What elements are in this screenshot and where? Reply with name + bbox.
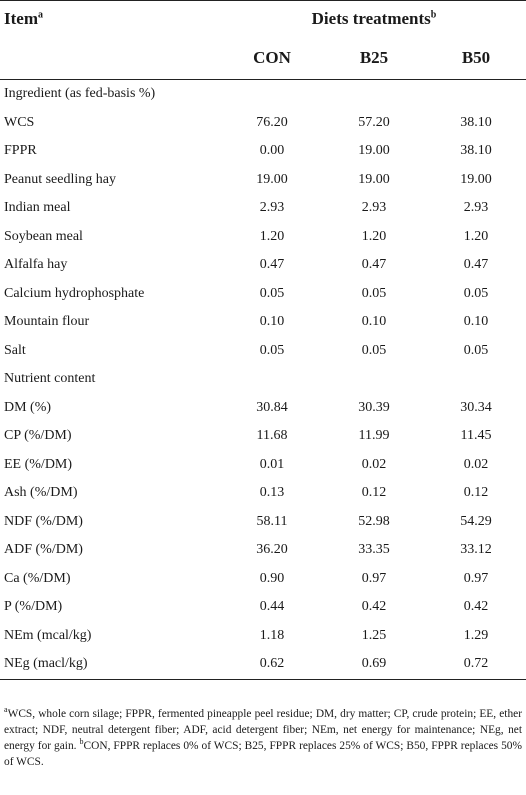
table-row [0, 508, 526, 537]
cell-value-b25: 0.69 [361, 656, 387, 672]
cell-value-con: 0.62 [259, 656, 285, 672]
cell-value-b50: 38.10 [460, 114, 492, 130]
table-row [0, 394, 526, 423]
cell-value-b25: 57.20 [358, 114, 390, 130]
treatment-header-con: CON [253, 48, 291, 67]
row-label: CP (%/DM) [4, 428, 72, 444]
cell-value-con: 0.47 [259, 257, 285, 273]
table-row [0, 622, 526, 651]
cell-value-con: 58.11 [256, 513, 288, 529]
table-row [0, 80, 526, 109]
cell-value-b25: 0.05 [361, 285, 387, 301]
row-label: Ash (%/DM) [4, 485, 78, 501]
cell-value-con: 76.20 [256, 114, 288, 130]
row-label: Alfalfa hay [4, 257, 68, 273]
footnote-a-mark: a [4, 705, 8, 715]
treatment-header-b50: B50 [461, 48, 491, 67]
row-label: FPPR [4, 143, 37, 159]
cell-value-b25: 19.00 [358, 171, 390, 187]
table-row [0, 565, 526, 594]
table-row [0, 337, 526, 366]
cell-value-con [222, 365, 322, 394]
table-row [0, 593, 526, 622]
cell-value-con: 0.13 [259, 485, 285, 501]
cell-value-b50: 0.10 [463, 314, 489, 330]
cell-value-b50: 38.10 [460, 143, 492, 159]
cell-value-con: 0.10 [259, 314, 285, 330]
footnote-a-text: WCS, whole corn silage; FPPR, fermented pineapple peel residue; DM, dry matter; CP, crude protein; EE, ether extract; NDF, neutral detergent fiber; ADF, acid detergent fiber; NEm, net energy for maintenance; NEg, net energy for gain. [4, 708, 522, 752]
diet-treatments-footnote-mark: b [430, 9, 437, 21]
table-row [0, 223, 526, 252]
row-label: WCS [4, 114, 35, 130]
cell-value-b50: 54.29 [460, 513, 492, 529]
table-row [0, 166, 526, 195]
cell-value-b25: 19.00 [358, 143, 390, 159]
cell-value-b25: 33.35 [358, 542, 390, 558]
diet-treatments-label: Diets treatments [311, 9, 431, 28]
cell-value-b25: 2.93 [361, 200, 387, 216]
table-row [0, 536, 526, 565]
cell-value-b25: 0.12 [361, 485, 387, 501]
cell-value-b25: 30.39 [358, 399, 390, 415]
cell-value-b25: 0.97 [361, 570, 387, 586]
footnote-b-text: CON, FPPR replaces 0% of WCS; B25, FPPR replaces 25% of WCS; B50, FPPR replaces 50% of WCS. [4, 740, 522, 768]
row-label: Ca (%/DM) [4, 570, 71, 586]
cell-value-b50: 0.02 [463, 456, 489, 472]
row-label: EE (%/DM) [4, 456, 73, 472]
cell-value-b50: 0.47 [463, 257, 489, 273]
cell-value-b50: 1.20 [463, 228, 489, 244]
row-label: P (%/DM) [4, 599, 63, 615]
diet-treatments-group-header [222, 1, 526, 38]
cell-value-con: 0.05 [259, 342, 285, 358]
row-label: NEg (macl/kg) [4, 656, 88, 672]
cell-value-con: 0.00 [259, 143, 285, 159]
table-row [0, 650, 526, 679]
cell-value-b50: 30.34 [460, 399, 492, 415]
cell-value-b25: 52.98 [358, 513, 390, 529]
cell-value-con: 0.01 [259, 456, 285, 472]
cell-value-b50: 0.72 [463, 656, 489, 672]
row-label: DM (%) [4, 399, 52, 415]
cell-value-con: 30.84 [256, 399, 288, 415]
row-label: Mountain flour [4, 314, 90, 330]
row-label: Peanut seedling hay [4, 171, 116, 187]
row-label: Ingredient (as fed-basis %) [4, 86, 156, 102]
row-label: ADF (%/DM) [4, 542, 83, 558]
row-label: Nutrient content [4, 371, 96, 387]
row-label: NEm (mcal/kg) [4, 627, 92, 643]
cell-value-con: 1.18 [259, 627, 285, 643]
item-header-footnote-mark: a [37, 9, 43, 21]
cell-value-b50: 0.97 [463, 570, 489, 586]
row-label: Calcium hydrophosphate [4, 285, 145, 301]
cell-value-con: 36.20 [256, 542, 288, 558]
cell-value-b50: 0.05 [463, 285, 489, 301]
cell-value-b25: 11.99 [358, 428, 390, 444]
cell-value-b25: 1.20 [361, 228, 387, 244]
cell-value-b25 [322, 80, 426, 109]
treatment-header-b25: B25 [359, 48, 389, 67]
item-header-spacer [0, 37, 222, 80]
cell-value-b50: 1.29 [463, 627, 489, 643]
table-row [0, 137, 526, 166]
table-row [0, 451, 526, 480]
cell-value-b50: 11.45 [460, 428, 492, 444]
cell-value-con [222, 80, 322, 109]
table-row [0, 194, 526, 223]
cell-value-b50: 19.00 [460, 171, 492, 187]
table-row [0, 365, 526, 394]
table-row [0, 308, 526, 337]
cell-value-b50: 2.93 [463, 200, 489, 216]
table-row [0, 251, 526, 280]
cell-value-con: 1.20 [259, 228, 285, 244]
table-row [0, 479, 526, 508]
cell-value-b25 [322, 365, 426, 394]
cell-value-con: 2.93 [259, 200, 285, 216]
cell-value-b25: 1.25 [361, 627, 387, 643]
table-row [0, 109, 526, 138]
table-body [0, 80, 526, 680]
row-label: Indian meal [4, 200, 71, 216]
row-label: NDF (%/DM) [4, 513, 83, 529]
cell-value-b50: 0.42 [463, 599, 489, 615]
cell-value-con: 19.00 [256, 171, 288, 187]
item-column-header [0, 1, 222, 38]
cell-value-b50 [426, 80, 526, 109]
item-header-label: Item [4, 9, 38, 28]
table-footnote [4, 706, 522, 770]
cell-value-con: 0.90 [259, 570, 285, 586]
cell-value-b25: 0.42 [361, 599, 387, 615]
cell-value-con: 11.68 [256, 428, 288, 444]
table-row [0, 422, 526, 451]
cell-value-b25: 0.02 [361, 456, 387, 472]
cell-value-b50: 0.05 [463, 342, 489, 358]
cell-value-b25: 0.05 [361, 342, 387, 358]
cell-value-b50: 33.12 [460, 542, 492, 558]
cell-value-b25: 0.10 [361, 314, 387, 330]
table-row [0, 280, 526, 309]
row-label: Soybean meal [4, 228, 83, 244]
footnote-b-mark: b [79, 737, 84, 747]
cell-value-b50 [426, 365, 526, 394]
cell-value-b25: 0.47 [361, 257, 387, 273]
cell-value-b50: 0.12 [463, 485, 489, 501]
cell-value-con: 0.44 [259, 599, 285, 615]
row-label: Salt [4, 342, 26, 358]
cell-value-con: 0.05 [259, 285, 285, 301]
